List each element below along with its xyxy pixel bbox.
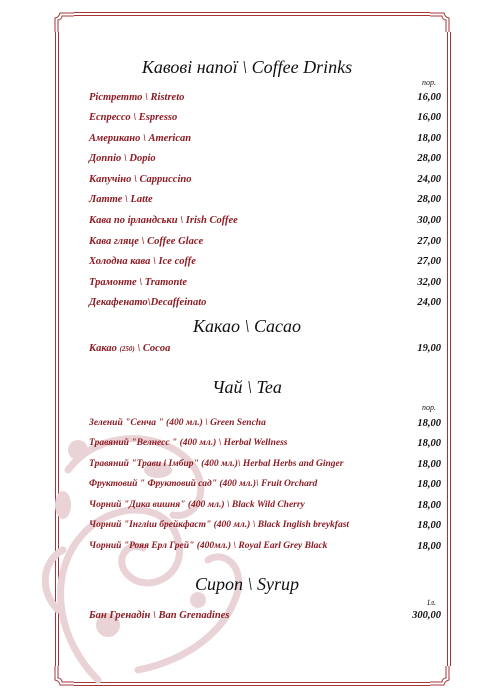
menu-item bbox=[89, 92, 441, 108]
item-name: Зелений "Сенча " (400 мл.) \ Green Sencha bbox=[89, 418, 266, 428]
unit-label-syrup: 1л. bbox=[426, 598, 436, 607]
section-title-syrup: Сироп \ Syrup bbox=[194, 574, 299, 594]
item-name: Еспрессо \ Espresso bbox=[89, 112, 178, 123]
menu-item bbox=[89, 500, 441, 516]
item-name: Бан Гренадін \ Ban Grenadines bbox=[89, 610, 230, 621]
item-price: 24,00 bbox=[417, 174, 441, 185]
section-title-cacao: Какао \ Cacao bbox=[193, 316, 301, 336]
item-name: Чорний "Рояя Ерл Грей" (400мл.) \ Royal Earl Grey Black bbox=[89, 541, 328, 551]
item-price: 27,00 bbox=[417, 256, 441, 267]
item-price: 300,00 bbox=[412, 610, 441, 621]
item-name-main: Какао bbox=[89, 343, 120, 354]
menu-item bbox=[89, 610, 441, 626]
menu-item bbox=[89, 277, 441, 293]
menu-item bbox=[89, 479, 441, 495]
menu-item bbox=[89, 174, 441, 190]
item-price: 27,00 bbox=[417, 236, 441, 247]
unit-label-coffee: пор. bbox=[422, 78, 436, 87]
item-price: 32,00 bbox=[417, 277, 441, 288]
frame-corner-icon bbox=[44, 2, 74, 32]
item-price: 16,00 bbox=[417, 92, 441, 103]
item-volume: (250) bbox=[119, 345, 135, 353]
menu-item bbox=[89, 343, 441, 359]
item-price: 28,00 bbox=[417, 194, 441, 205]
frame-corner-icon bbox=[430, 2, 460, 32]
item-name: Чорний "Дика вишня" (400 мл.) \ Black Wild Cherry bbox=[89, 500, 305, 510]
item-price: 18,00 bbox=[417, 541, 441, 552]
menu-item bbox=[89, 438, 441, 454]
menu-item bbox=[89, 194, 441, 210]
item-price: 18,00 bbox=[417, 520, 441, 531]
item-name: Американо \ American bbox=[89, 133, 192, 144]
item-price: 18,00 bbox=[417, 418, 441, 429]
menu-item bbox=[89, 459, 441, 475]
item-price: 24,00 bbox=[417, 297, 441, 308]
item-price: 28,00 bbox=[417, 153, 441, 164]
item-name: Декафенато\Decaffeinato bbox=[89, 297, 207, 308]
menu-item bbox=[89, 112, 441, 128]
item-name bbox=[89, 343, 170, 354]
item-name-english: \ Cocoa bbox=[134, 343, 171, 354]
item-price: 19,00 bbox=[417, 343, 441, 354]
item-price: 18,00 bbox=[417, 500, 441, 511]
item-name: Кава гляце \ Coffee Glace bbox=[89, 236, 204, 247]
item-name: Латте \ Latte bbox=[89, 194, 153, 205]
item-price: 18,00 bbox=[417, 438, 441, 449]
frame-corner-icon bbox=[430, 666, 460, 696]
menu-item bbox=[89, 215, 441, 231]
item-name: Рістретто \ Ristreto bbox=[89, 92, 185, 103]
item-name: Чорний "Інгліш брейкфаст" (400 мл.) \ Black Inglish breykfast bbox=[89, 520, 350, 530]
section-title-tea: Чай \ Tea bbox=[212, 377, 282, 397]
item-price: 30,00 bbox=[417, 215, 441, 226]
section-title-coffee: Кавові напої \ Coffee Drinks bbox=[141, 57, 353, 77]
menu-item bbox=[89, 256, 441, 272]
item-name: Капучіно \ Cappuccino bbox=[89, 174, 192, 185]
menu-item bbox=[89, 418, 441, 434]
item-name: Доппіо \ Dopio bbox=[89, 153, 156, 164]
menu-item bbox=[89, 297, 441, 313]
unit-label-tea: пор. bbox=[422, 403, 436, 412]
menu-item bbox=[89, 541, 441, 557]
menu-item bbox=[89, 133, 441, 149]
item-name: Травяний "Велнесс " (400 мл.) \ Herbal Wellness bbox=[89, 438, 288, 448]
item-name: Фруктовий " Фруктовий сад" (400 мл.)\ Fruit Orchard bbox=[89, 479, 318, 489]
menu-item bbox=[89, 520, 441, 536]
item-price: 16,00 bbox=[417, 112, 441, 123]
item-price: 18,00 bbox=[417, 479, 441, 490]
item-name: Травяний "Трави і Імбир" (400 мл.)\ Herbal Herbs and Ginger bbox=[89, 459, 344, 469]
item-name: Трамонте \ Tramonte bbox=[89, 277, 187, 288]
item-price: 18,00 bbox=[417, 133, 441, 144]
item-name: Кава по ірландськи \ Irish Coffee bbox=[89, 215, 238, 226]
item-price: 18,00 bbox=[417, 459, 441, 470]
item-name: Холодна кава \ Ice coffe bbox=[89, 256, 196, 267]
menu-item bbox=[89, 153, 441, 169]
menu-item bbox=[89, 236, 441, 252]
